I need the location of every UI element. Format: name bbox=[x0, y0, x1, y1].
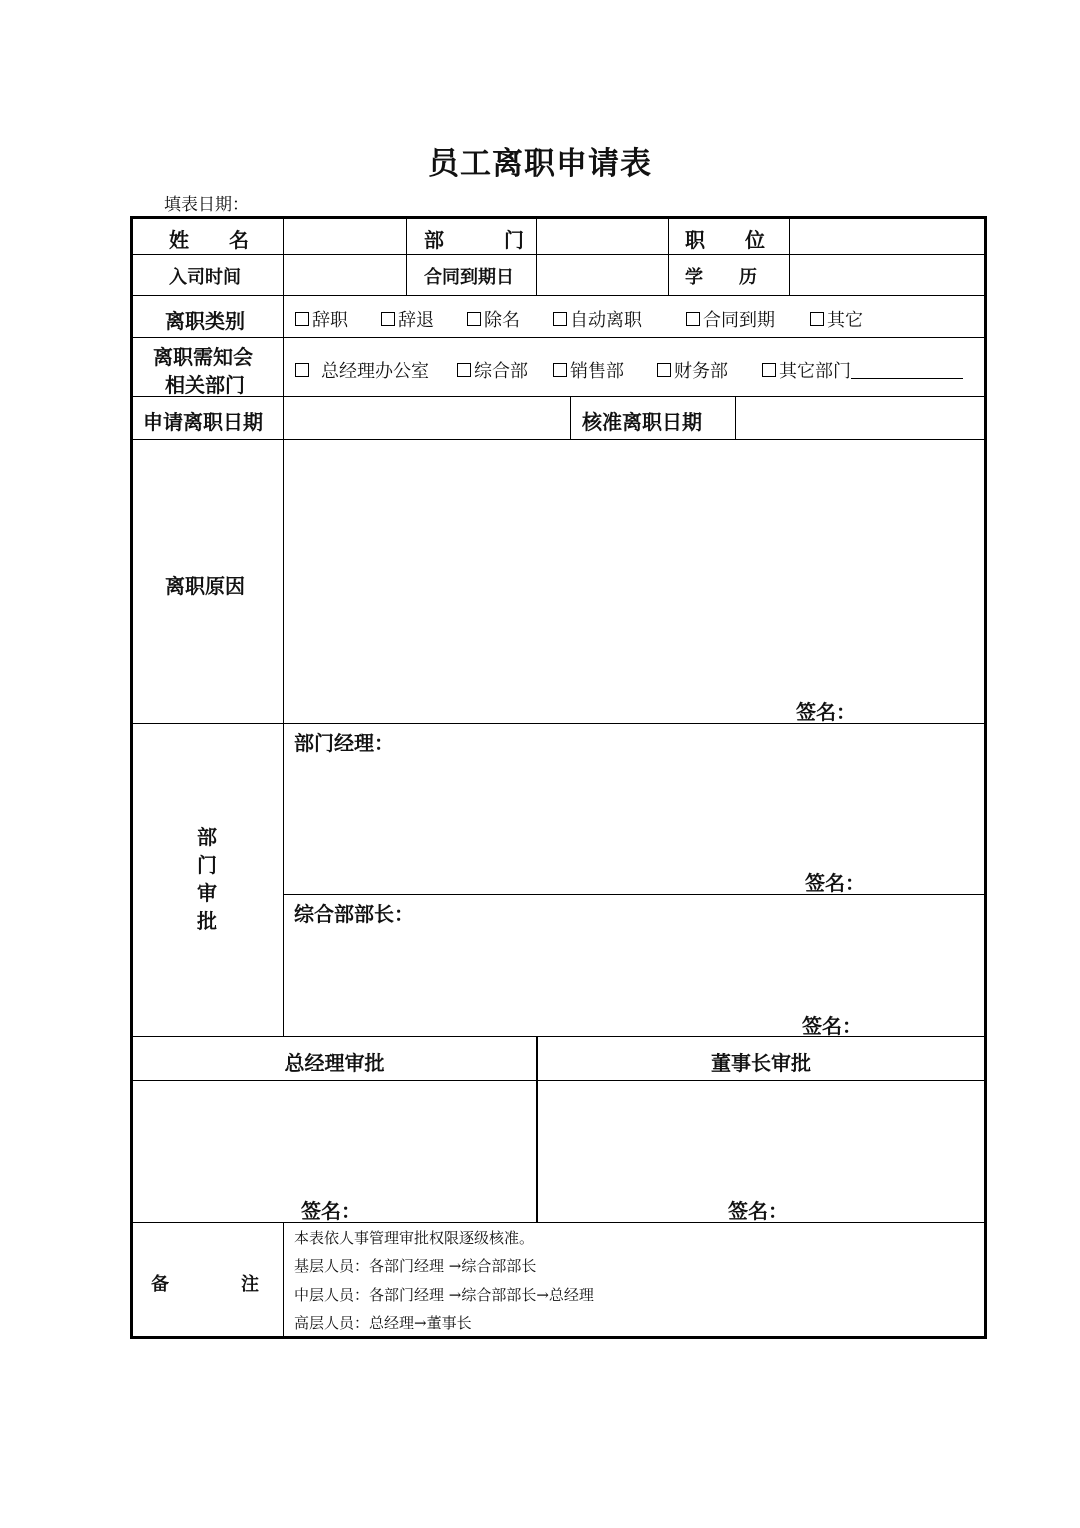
checkbox-icon bbox=[810, 312, 824, 326]
contract-end-label: 合同到期日 bbox=[424, 267, 514, 288]
option-gm-office[interactable]: 总经理办公室 bbox=[295, 357, 429, 383]
reason-sign-label: 签名： bbox=[796, 700, 856, 724]
checkbox-icon bbox=[295, 363, 309, 377]
remarks-label: 备 注 bbox=[151, 1274, 259, 1295]
gm-approval-label: 总经理审批 bbox=[284, 1051, 385, 1075]
position-label: 职 位 bbox=[685, 228, 765, 252]
resignation-form bbox=[130, 216, 987, 1339]
dept-manager-label: 部门经理： bbox=[294, 731, 394, 755]
col-line bbox=[735, 396, 736, 439]
reason-label: 离职原因 bbox=[165, 574, 245, 598]
checkbox-icon bbox=[686, 312, 700, 326]
checkbox-icon bbox=[762, 363, 776, 377]
option-general-dept[interactable]: 综合部 bbox=[457, 357, 528, 383]
dept-label: 部 门 bbox=[424, 228, 524, 252]
general-minister-label: 综合部部长： bbox=[294, 902, 414, 926]
apply-date-label: 申请离职日期 bbox=[143, 410, 263, 434]
remarks-line: 基层人员：各部门经理 →综合部部长 bbox=[294, 1257, 537, 1275]
education-label: 学 历 bbox=[685, 267, 757, 288]
row-line bbox=[133, 337, 984, 338]
name-label: 姓 名 bbox=[169, 228, 249, 252]
option-contract-end[interactable]: 合同到期 bbox=[686, 306, 775, 332]
row-line bbox=[283, 894, 984, 895]
row-line bbox=[133, 396, 984, 397]
col-line bbox=[283, 1222, 284, 1336]
option-resign[interactable]: 辞职 bbox=[295, 306, 348, 332]
approve-date-label: 核准离职日期 bbox=[582, 410, 702, 434]
option-other[interactable]: 其它 bbox=[810, 306, 863, 332]
form-title: 员工离职申请表 bbox=[428, 146, 652, 182]
fill-date-label: 填表日期： bbox=[164, 195, 249, 215]
notify-dept-label-line1: 离职需知会 bbox=[153, 345, 253, 369]
row-line bbox=[133, 254, 984, 255]
option-auto-leave[interactable]: 自动离职 bbox=[553, 306, 642, 332]
checkbox-icon bbox=[381, 312, 395, 326]
dept-approval-label: 部 门 审 批 bbox=[197, 825, 217, 933]
other-dept-blank[interactable] bbox=[851, 364, 963, 379]
general-minister-sign-label: 签名： bbox=[802, 1014, 862, 1038]
notify-dept-label-line2: 相关部门 bbox=[165, 373, 245, 397]
col-line bbox=[406, 219, 407, 295]
option-expel[interactable]: 除名 bbox=[467, 306, 520, 332]
chairman-approval-label: 董事长审批 bbox=[711, 1051, 811, 1075]
col-line bbox=[789, 219, 790, 295]
checkbox-icon bbox=[467, 312, 481, 326]
col-line bbox=[570, 396, 571, 439]
row-line bbox=[133, 1222, 984, 1223]
checkbox-icon bbox=[553, 363, 567, 377]
col-line bbox=[536, 219, 537, 295]
option-other-dept[interactable]: 其它部门 bbox=[762, 357, 963, 383]
resign-type-label: 离职类别 bbox=[165, 309, 245, 333]
remarks-line: 本表依人事管理审批权限逐级核准。 bbox=[294, 1229, 535, 1247]
row-line bbox=[133, 439, 984, 440]
dept-manager-sign-label: 签名： bbox=[805, 871, 865, 895]
chairman-sign-label: 签名： bbox=[728, 1199, 788, 1223]
col-line bbox=[283, 219, 284, 1036]
join-date-label: 入司时间 bbox=[169, 267, 241, 288]
remarks-line: 中层人员：各部门经理 →综合部部长→总经理 bbox=[294, 1286, 594, 1304]
option-sales-dept[interactable]: 销售部 bbox=[553, 357, 624, 383]
remarks-line: 高层人员：总经理→董事长 bbox=[294, 1314, 472, 1332]
gm-sign-label: 签名： bbox=[301, 1199, 361, 1223]
option-finance-dept[interactable]: 财务部 bbox=[657, 357, 728, 383]
checkbox-icon bbox=[457, 363, 471, 377]
row-line bbox=[133, 295, 984, 296]
checkbox-icon bbox=[553, 312, 567, 326]
row-line bbox=[133, 1080, 984, 1081]
row-line bbox=[133, 723, 984, 724]
checkbox-icon bbox=[657, 363, 671, 377]
checkbox-icon bbox=[295, 312, 309, 326]
col-line bbox=[668, 219, 669, 295]
option-dismiss[interactable]: 辞退 bbox=[381, 306, 434, 332]
